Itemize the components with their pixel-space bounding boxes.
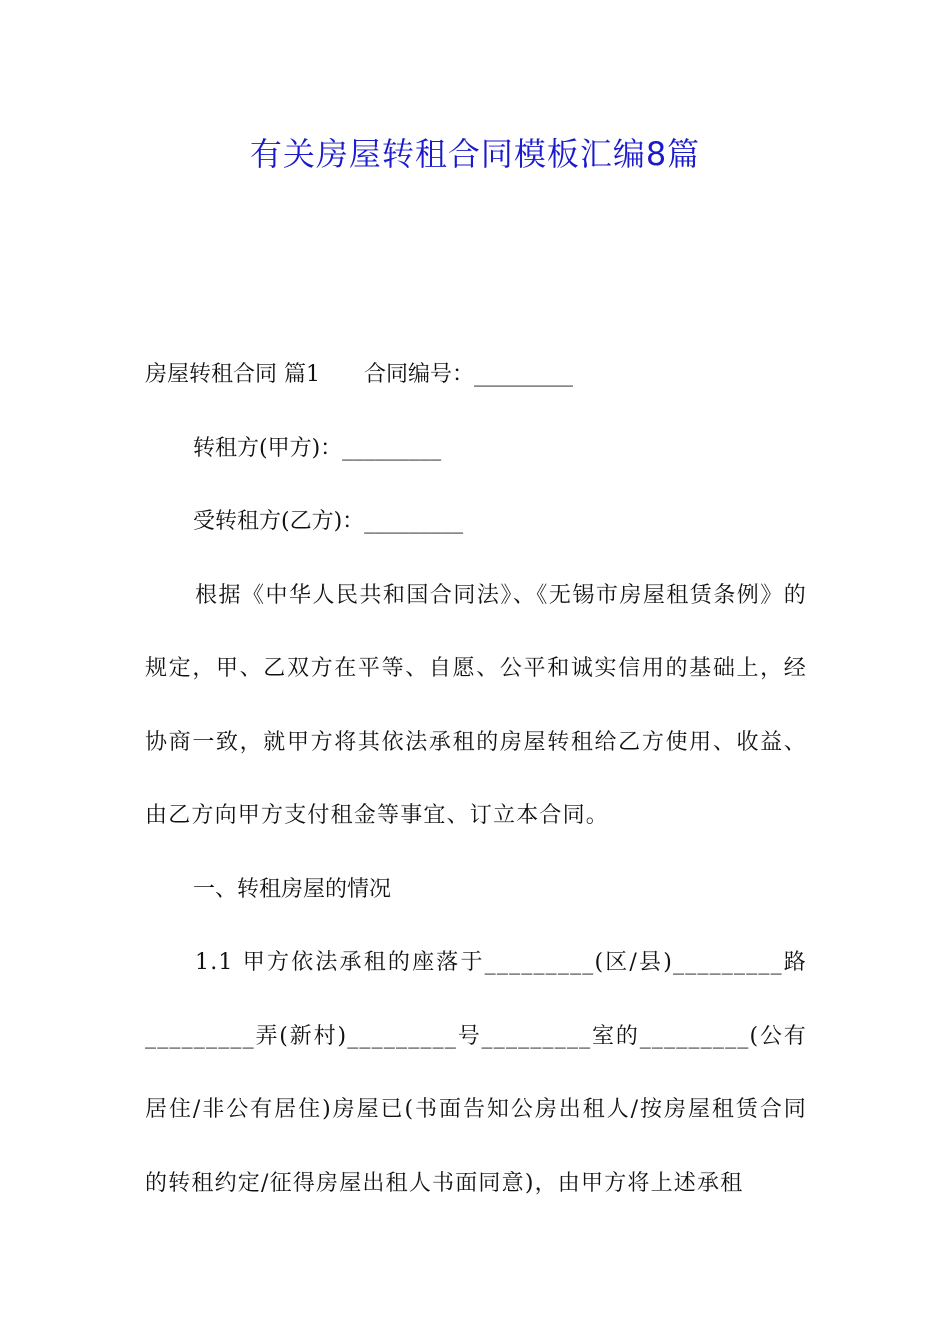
clause-1-1-paragraph: 1.1 甲方依法承租的座落于_________(区/县)_________路_________弄(新村)_________号_________室的_________(公有居住/非公有居住)房屋已(书面告知公房出租人/按房屋租赁合同的转租约定/征得房屋出租人书面同意)，由甲方将上述承租	[145, 950, 807, 1196]
preamble-paragraph: 根据《中华人民共和国合同法》、《无锡市房屋租赁条例》的规定，甲、乙双方在平等、自愿、公平和诚实信用的基础上，经协商一致，就甲方将其依法承租的房屋转租给乙方使用、收益、由乙方向甲方支付租金等事宜、订立本合同。	[145, 582, 807, 828]
section-1-heading: 一、转租房屋的情况	[193, 876, 392, 902]
contract-name: 房屋转租合同 篇1	[145, 362, 320, 387]
contract-header-line	[145, 338, 807, 412]
document-title: 有关房屋转租合同模板汇编8篇	[249, 135, 701, 173]
document-body	[145, 338, 807, 1220]
party-b-line: 受转租方(乙方)：_________	[193, 509, 464, 534]
contract-number: 合同编号：_________	[364, 362, 574, 387]
party-a-line: 转租方(甲方)：_________	[193, 435, 442, 461]
